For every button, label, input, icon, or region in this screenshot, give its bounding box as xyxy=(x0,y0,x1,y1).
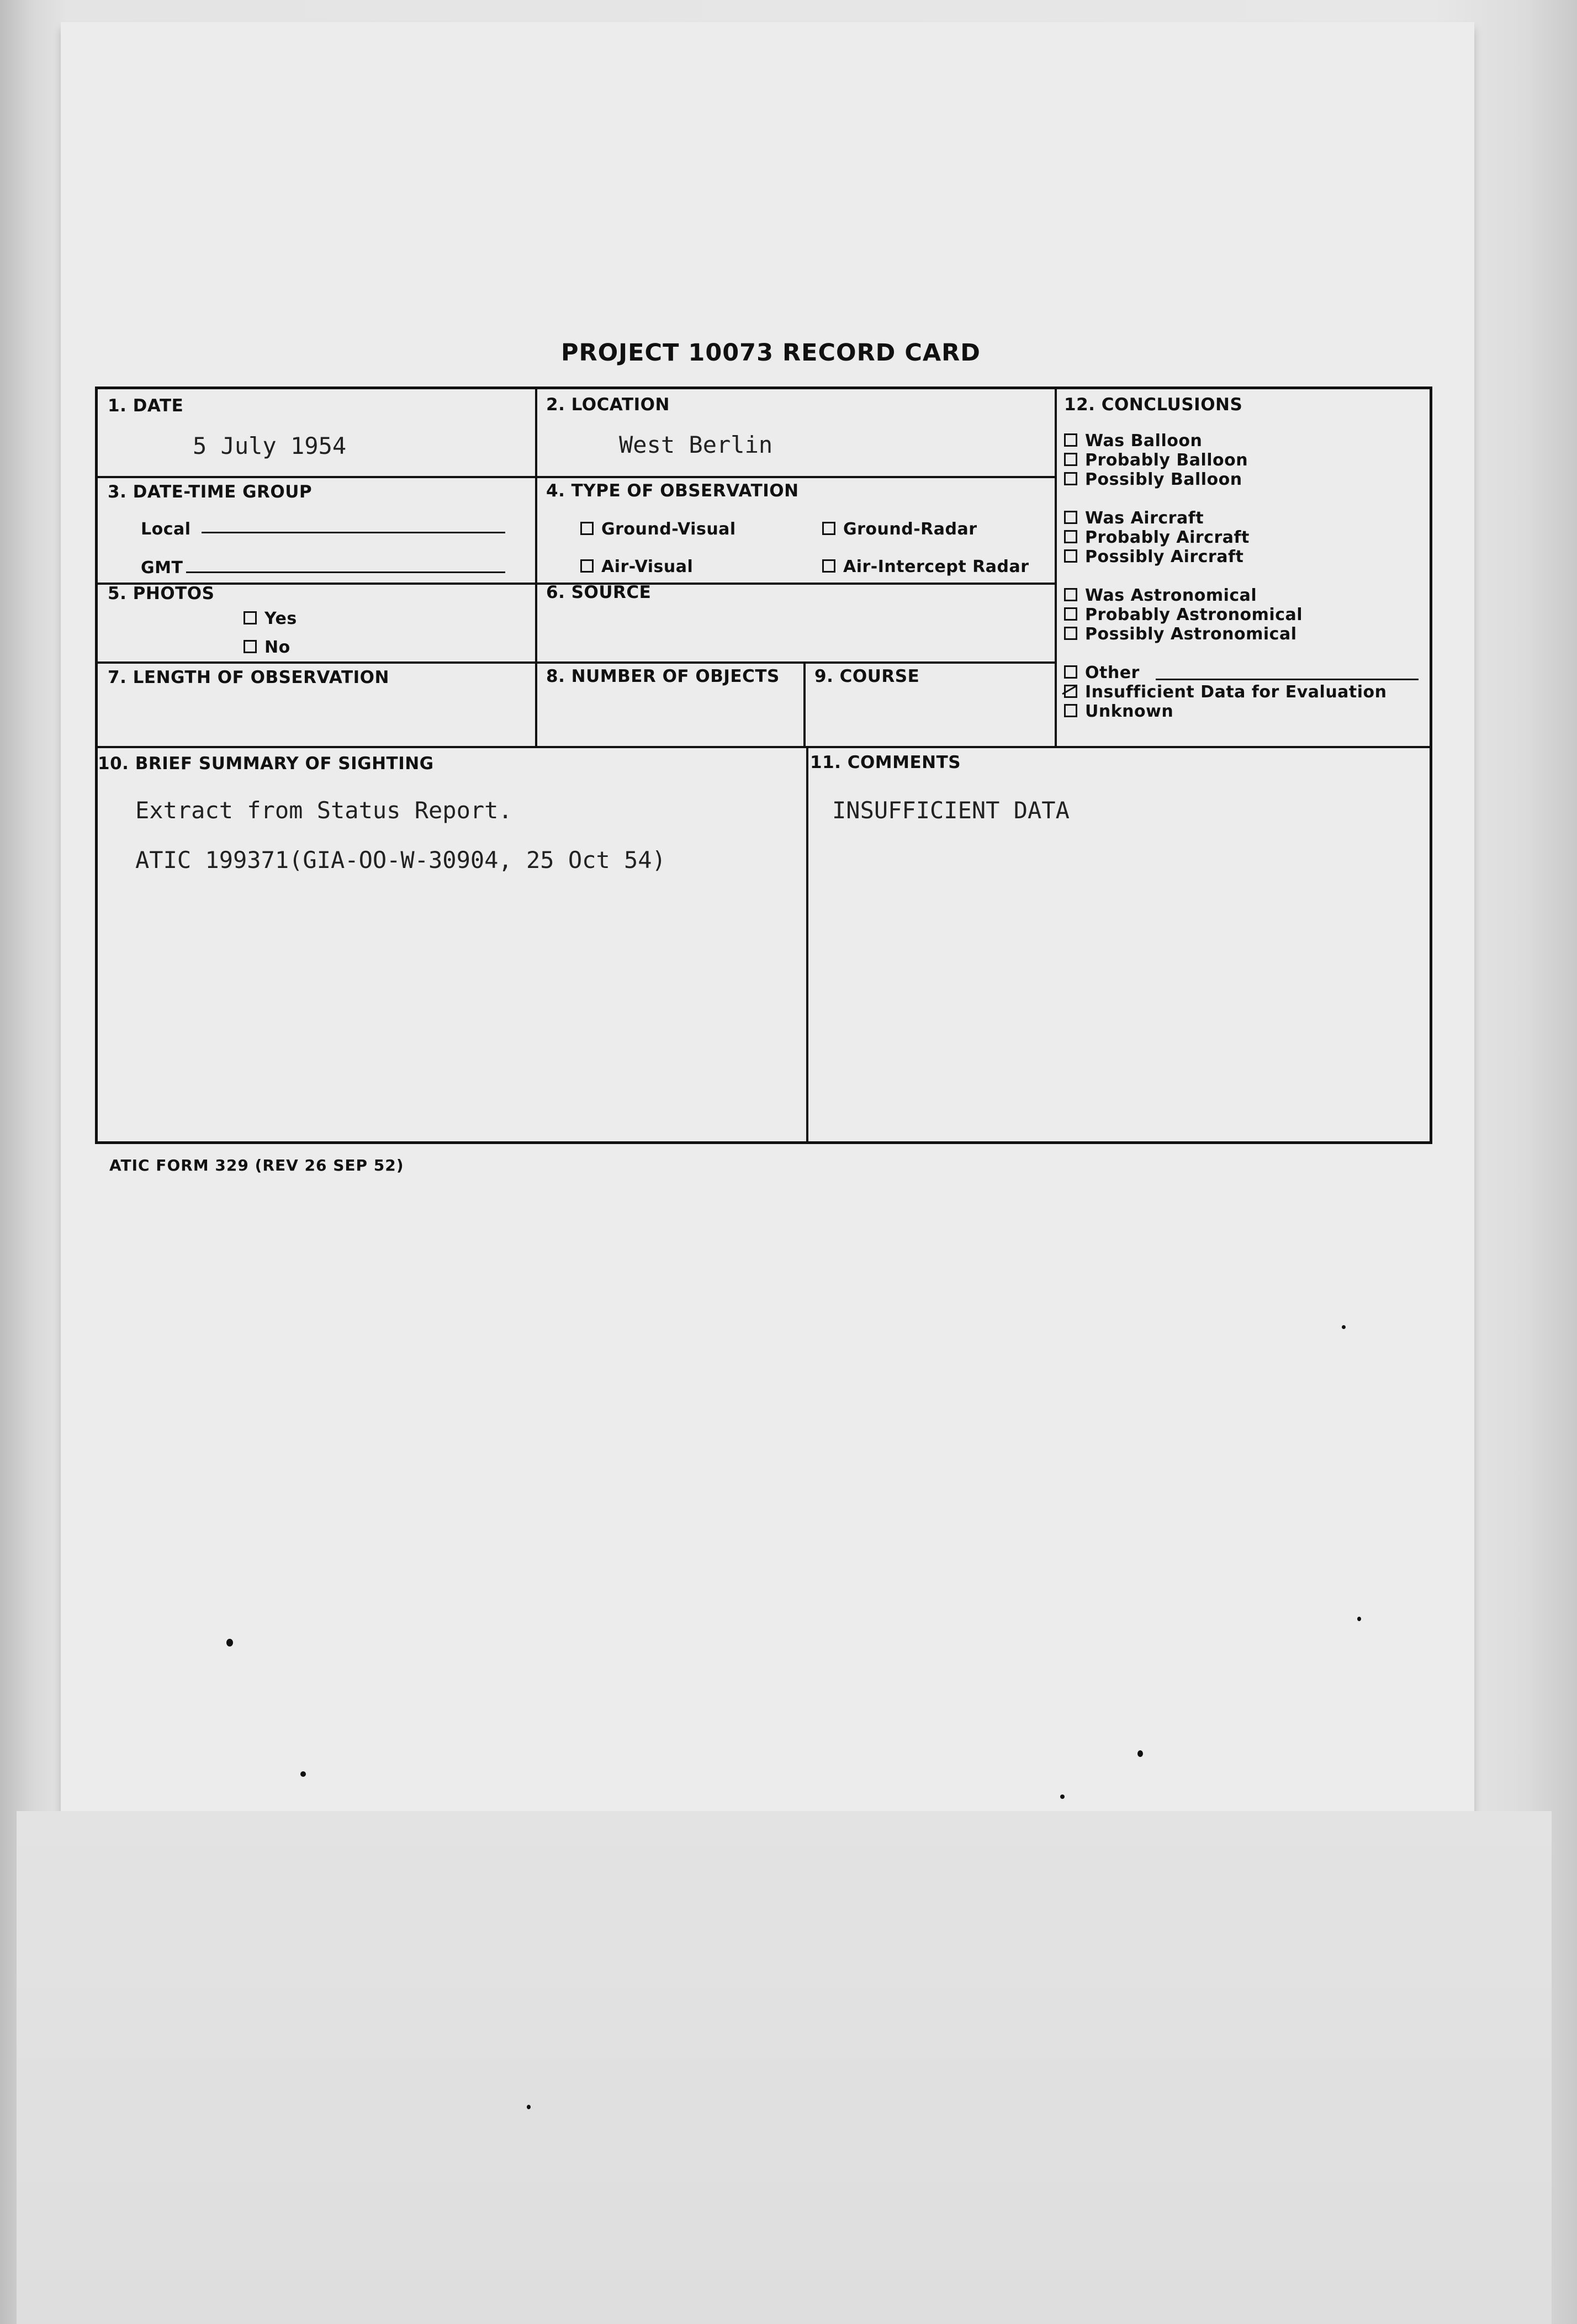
row-divider-1 xyxy=(98,476,1056,478)
was-aircraft-text: Was Aircraft xyxy=(1085,509,1204,528)
scan-speck xyxy=(1342,1325,1346,1329)
other-fill-line[interactable] xyxy=(1156,679,1419,680)
ground-radar-option[interactable] xyxy=(822,520,977,539)
conclusion-possibly-astronomical[interactable] xyxy=(1064,624,1297,644)
summary-line-2: ATIC 199371(GIA-OO-W-30904, 25 Oct 54) xyxy=(135,846,666,874)
date-value: 5 July 1954 xyxy=(193,432,347,459)
air-visual-checkbox[interactable] xyxy=(580,559,594,573)
ground-visual-option[interactable] xyxy=(580,520,736,539)
conclusion-unknown[interactable] xyxy=(1064,702,1173,721)
possibly-balloon-checkbox[interactable] xyxy=(1064,472,1077,485)
ground-radar-checkbox[interactable] xyxy=(822,522,835,535)
conclusion-possibly-aircraft[interactable] xyxy=(1064,547,1243,567)
record-card-form xyxy=(95,387,1432,1144)
gmt-time-line[interactable] xyxy=(186,571,505,573)
photos-yes-option[interactable] xyxy=(244,609,297,628)
local-time-label: Local xyxy=(141,520,191,539)
scan-speck xyxy=(1137,1750,1143,1757)
conclusion-possibly-balloon[interactable] xyxy=(1064,470,1242,489)
col-divider-main xyxy=(535,389,537,746)
probably-balloon-text: Probably Balloon xyxy=(1085,451,1248,470)
air-intercept-radar-checkbox[interactable] xyxy=(822,559,835,573)
photos-label: 5. PHOTOS xyxy=(108,584,215,604)
probably-aircraft-checkbox[interactable] xyxy=(1064,530,1077,543)
photos-no-option[interactable] xyxy=(244,638,290,657)
insufficient-data-checkbox[interactable] xyxy=(1064,685,1077,698)
probably-astronomical-text: Probably Astronomical xyxy=(1085,605,1303,624)
photos-no-text: No xyxy=(264,638,290,657)
comments-value: INSUFFICIENT DATA xyxy=(832,797,1070,824)
probably-aircraft-text: Probably Aircraft xyxy=(1085,528,1250,547)
conclusion-was-balloon[interactable] xyxy=(1064,431,1202,451)
possibly-aircraft-checkbox[interactable] xyxy=(1064,549,1077,563)
form-number-footer: ATIC FORM 329 (REV 26 SEP 52) xyxy=(109,1156,404,1174)
scan-speck xyxy=(1060,1794,1065,1799)
was-aircraft-checkbox[interactable] xyxy=(1064,511,1077,524)
air-intercept-radar-text: Air-Intercept Radar xyxy=(843,557,1029,576)
row-divider-3 xyxy=(98,661,1056,664)
other-checkbox[interactable] xyxy=(1064,665,1077,679)
row-divider-4 xyxy=(98,746,1430,748)
length-of-observation-label: 7. LENGTH OF OBSERVATION xyxy=(108,668,389,687)
summary-line-1: Extract from Status Report. xyxy=(135,797,512,824)
possibly-astronomical-checkbox[interactable] xyxy=(1064,627,1077,640)
conclusion-probably-balloon[interactable] xyxy=(1064,451,1248,470)
conclusion-insufficient-data[interactable] xyxy=(1064,682,1387,702)
probably-astronomical-checkbox[interactable] xyxy=(1064,607,1077,621)
source-label: 6. SOURCE xyxy=(546,583,652,602)
was-balloon-text: Was Balloon xyxy=(1085,431,1203,451)
conclusion-other[interactable] xyxy=(1064,663,1140,682)
page-lower-band xyxy=(17,1811,1552,2324)
was-astronomical-text: Was Astronomical xyxy=(1085,586,1257,605)
possibly-balloon-text: Possibly Balloon xyxy=(1085,470,1242,489)
ground-radar-text: Ground-Radar xyxy=(843,520,977,539)
col-divider-conclusions xyxy=(1055,389,1057,746)
scan-speck xyxy=(226,1639,233,1647)
location-label: 2. LOCATION xyxy=(546,395,670,415)
conclusions-label: 12. CONCLUSIONS xyxy=(1064,395,1243,415)
date-label: 1. DATE xyxy=(108,396,184,416)
brief-summary-label: 10. BRIEF SUMMARY OF SIGHTING xyxy=(98,754,434,774)
scan-speck xyxy=(300,1771,306,1777)
conclusion-probably-aircraft[interactable] xyxy=(1064,528,1250,547)
conclusion-was-astronomical[interactable] xyxy=(1064,586,1257,605)
photos-yes-text: Yes xyxy=(264,609,297,628)
photos-no-checkbox[interactable] xyxy=(244,640,257,653)
local-time-line[interactable] xyxy=(202,532,505,533)
gmt-time-label: GMT xyxy=(141,558,183,578)
conclusion-probably-astronomical[interactable] xyxy=(1064,605,1303,624)
probably-balloon-checkbox[interactable] xyxy=(1064,453,1077,466)
scan-speck xyxy=(527,2105,531,2109)
other-text: Other xyxy=(1085,663,1140,682)
form-title: PROJECT 10073 RECORD CARD xyxy=(561,339,981,367)
ground-visual-checkbox[interactable] xyxy=(580,522,594,535)
possibly-aircraft-text: Possibly Aircraft xyxy=(1085,547,1244,567)
number-of-objects-label: 8. NUMBER OF OBJECTS xyxy=(546,666,780,686)
col-divider-summary xyxy=(806,746,808,1141)
ground-visual-text: Ground-Visual xyxy=(601,520,736,539)
observation-type-label: 4. TYPE OF OBSERVATION xyxy=(546,481,799,501)
unknown-checkbox[interactable] xyxy=(1064,704,1077,717)
photos-yes-checkbox[interactable] xyxy=(244,611,257,624)
air-visual-text: Air-Visual xyxy=(601,557,694,576)
possibly-astronomical-text: Possibly Astronomical xyxy=(1085,624,1297,644)
insufficient-data-text: Insufficient Data for Evaluation xyxy=(1085,682,1387,702)
air-visual-option[interactable] xyxy=(580,557,693,576)
unknown-text: Unknown xyxy=(1085,702,1174,721)
col-divider-course xyxy=(803,661,806,746)
scan-speck xyxy=(1357,1617,1361,1621)
was-balloon-checkbox[interactable] xyxy=(1064,433,1077,447)
comments-label: 11. COMMENTS xyxy=(810,753,961,772)
was-astronomical-checkbox[interactable] xyxy=(1064,588,1077,601)
course-label: 9. COURSE xyxy=(814,666,920,686)
location-value: West Berlin xyxy=(619,431,773,458)
date-time-group-label: 3. DATE-TIME GROUP xyxy=(108,482,313,502)
air-intercept-radar-option[interactable] xyxy=(822,557,1029,576)
conclusion-was-aircraft[interactable] xyxy=(1064,509,1204,528)
